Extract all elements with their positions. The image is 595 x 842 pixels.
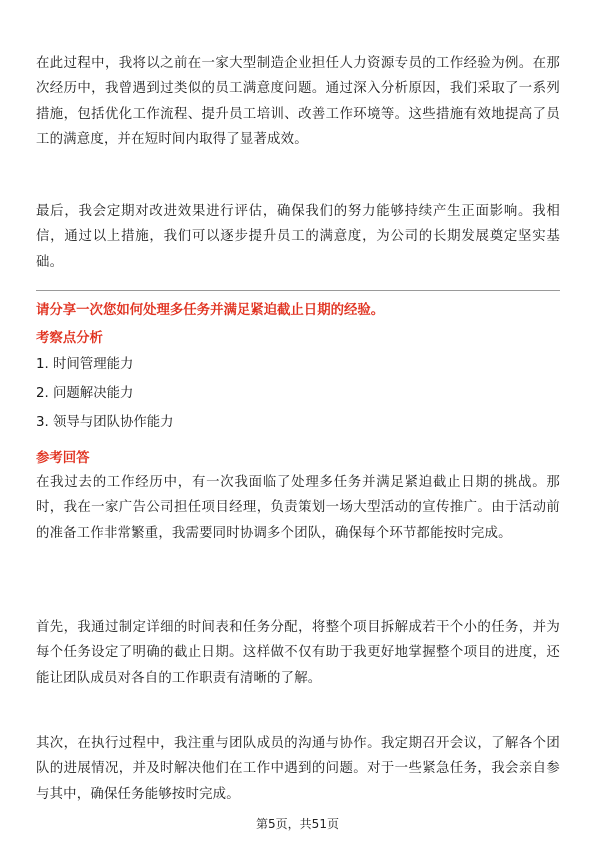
page-number-footer: 第5页，共51页 [256, 817, 339, 831]
interview-question: 请分享一次您如何处理多任务并满足紧迫截止日期的经验。 [36, 303, 385, 318]
analysis-item: 1. 时间管理能力 [36, 357, 134, 372]
analysis-item: 3. 领导与团队协作能力 [36, 415, 174, 430]
paragraph-experience-example: 在此过程中，我将以之前在一家大型制造企业担任人力资源专员的工作经验为例。在那次经历中，我曾遇到过类似的员工满意度问题。通过深入分析原因，我们采取了一系列措施，包括优化工作流程、提升员工培训、改善工作环境等。这些措施有效地提高了员工的满意度，并在短时间内取得了显著成效。 [36, 56, 560, 148]
answer-label: 参考回答 [36, 451, 90, 466]
analysis-label: 考察点分析 [36, 331, 103, 346]
analysis-item: 2. 问题解决能力 [36, 386, 134, 401]
answer-paragraph-first: 首先，我通过制定详细的时间表和任务分配，将整个项目拆解成若干个小的任务，并为每个任务设定了明确的截止日期。这样做不仅有助于我更好地掌握整个项目的进度，还能让团队成员对各自的工作职责有清晰的了解。 [36, 620, 560, 686]
answer-paragraph-second: 其次，在执行过程中，我注重与团队成员的沟通与协作。我定期召开会议，了解各个团队的进展情况，并及时解决他们在工作中遇到的问题。对于一些紧急任务，我会亲自参与其中，确保任务能够按时完成。 [36, 736, 560, 802]
answer-paragraph-intro: 在我过去的工作经历中，有一次我面临了处理多任务并满足紧迫截止日期的挑战。那时，我在一家广告公司担任项目经理，负责策划一场大型活动的宣传推广。由于活动前的准备工作非常繁重，我需要同时协调多个团队，确保每个环节都能按时完成。 [36, 475, 560, 541]
paragraph-conclusion: 最后，我会定期对改进效果进行评估，确保我们的努力能够持续产生正面影响。我相信，通过以上措施，我们可以逐步提升员工的满意度，为公司的长期发展奠定坚实基础。 [36, 204, 560, 270]
section-divider [36, 290, 560, 291]
